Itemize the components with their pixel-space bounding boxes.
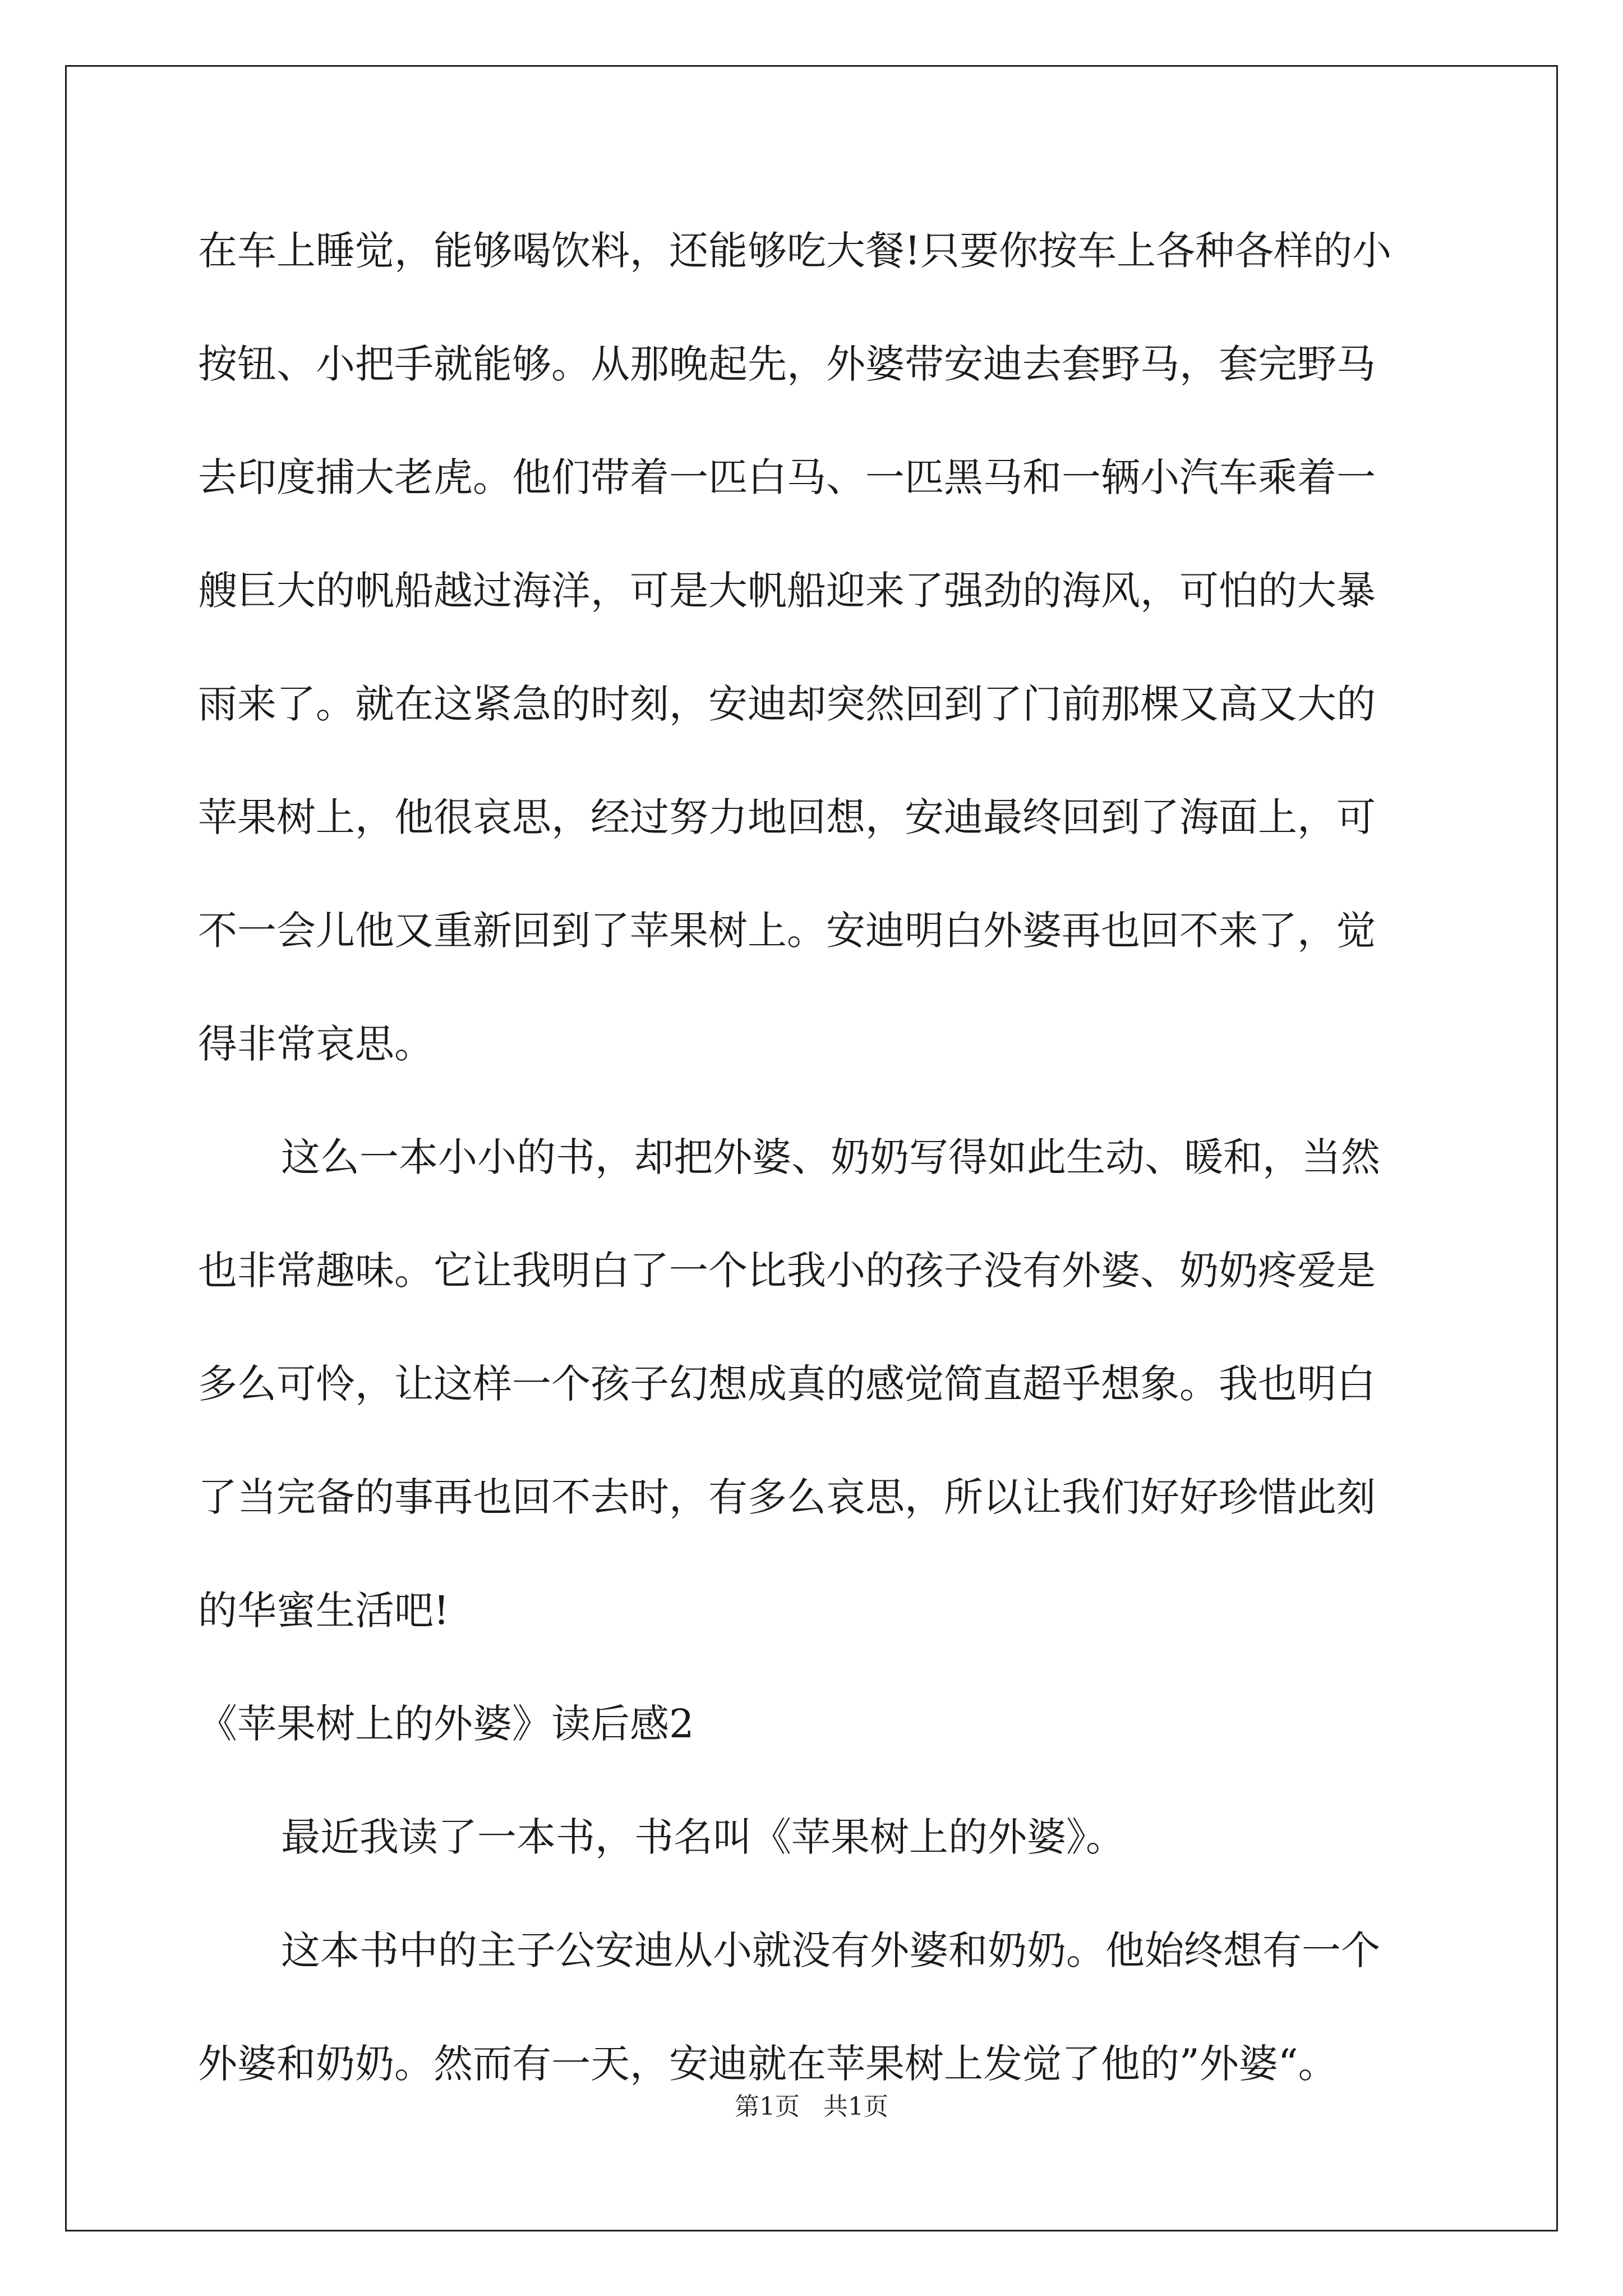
text-line: 了当完备的事再也回不去时，有多么哀思，所以让我们好好珍惜此刻 bbox=[198, 1474, 1376, 1520]
text-line: 的华蜜生活吧! bbox=[198, 1588, 450, 1634]
text-line: 不一会儿他又重新回到了苹果树上。安迪明白外婆再也回不来了，觉 bbox=[198, 908, 1376, 954]
page-number-footer: 第1页 共1页 bbox=[735, 2092, 888, 2121]
document-body bbox=[198, 220, 1432, 2147]
text-line: 去印度捕大老虎。他们带着一匹白马、一匹黑马和一辆小汽车乘着一 bbox=[198, 454, 1376, 500]
paragraph-start-line: 最近我读了一本书，书名叫《苹果树上的外婆》。 bbox=[281, 1814, 1125, 1860]
text-line: 艘巨大的帆船越过海洋，可是大帆船迎来了强劲的海风，可怕的大暴 bbox=[198, 568, 1376, 614]
text-line: 得非常哀思。 bbox=[198, 1021, 434, 1067]
text-line: 苹果树上，他很哀思，经过努力地回想，安迪最终回到了海面上，可 bbox=[198, 794, 1376, 840]
text-line: 外婆和奶奶。然而有一天，安迪就在苹果树上发觉了他的”外婆“。 bbox=[198, 2041, 1338, 2087]
text-line: 也非常趣味。它让我明白了一个比我小的孩子没有外婆、奶奶疼爱是 bbox=[198, 1248, 1376, 1294]
text-line: 多么可怜，让这样一个孩子幻想成真的感觉简直超乎想象。我也明白 bbox=[198, 1361, 1376, 1407]
section-heading: 《苹果树上的外婆》读后感2 bbox=[198, 1701, 694, 1747]
paragraph-start-line: 这本书中的主子公安迪从小就没有外婆和奶奶。他始终想有一个 bbox=[281, 1927, 1380, 1973]
text-line: 按钮、小把手就能够。从那晚起先，外婆带安迪去套野马，套完野马 bbox=[198, 341, 1376, 387]
text-line: 在车上睡觉，能够喝饮料，还能够吃大餐!只要你按车上各种各样的小 bbox=[198, 228, 1392, 274]
text-line: 雨来了。就在这紧急的时刻，安迪却突然回到了门前那棵又高又大的 bbox=[198, 681, 1376, 727]
paragraph-start-line: 这么一本小小的书，却把外婆、奶奶写得如此生动、暖和，当然 bbox=[281, 1134, 1380, 1180]
